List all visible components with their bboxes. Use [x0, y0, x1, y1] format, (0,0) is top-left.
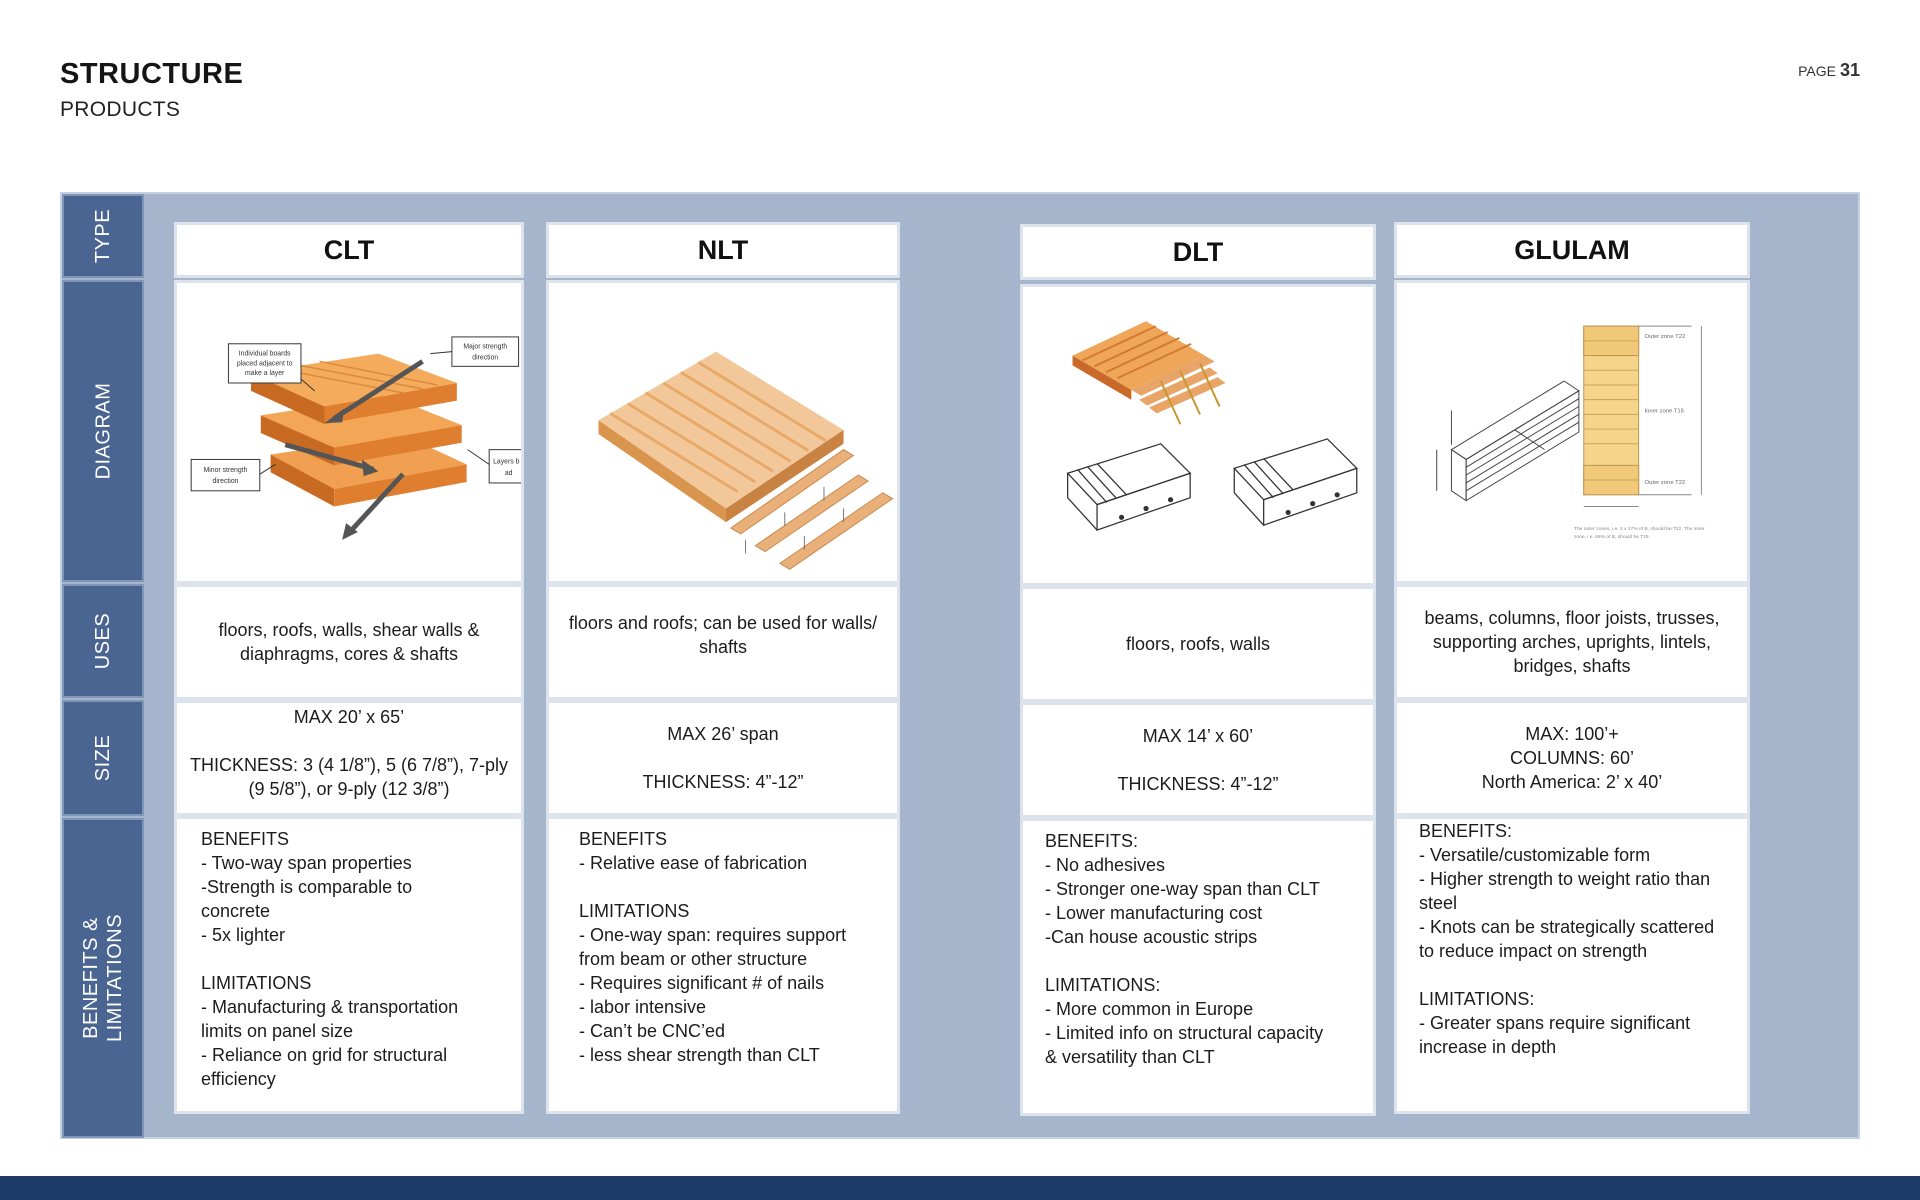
- clt-label-3b: direction: [212, 477, 239, 485]
- row-label-type: [62, 194, 144, 278]
- uses-cell-glulam: [1394, 584, 1750, 700]
- clt-label-4b: ad: [504, 470, 513, 478]
- glulam-label-outer-bottom: Outer zone T22: [1644, 479, 1686, 486]
- benefits-text: BENEFITS: - Versatile/customizable form - Higher strength to weight ratio than steel - Knots can be strategically scattered to reduce impact on strength LIMITATIONS: - Greater spans require significant increase in depth: [1419, 821, 1715, 1057]
- benefits-cell-clt: [174, 816, 524, 1114]
- size-text: MAX 26’ span THICKNESS: 4”-12”: [642, 724, 804, 792]
- glulam-caption-2: zone, i.e. 66% of B, should be T15.: [1573, 534, 1651, 540]
- page-subtitle: PRODUCTS: [60, 98, 181, 121]
- clt-label-4: Layers b: [493, 458, 520, 466]
- glulam-diagram: [1397, 283, 1747, 581]
- clt-label-1: Individual boards: [238, 350, 291, 358]
- dlt-panel: [1073, 321, 1226, 424]
- type-cell-dlt: [1020, 224, 1376, 280]
- benefits-cell-glulam: [1394, 816, 1750, 1114]
- diagram-cell-dlt: [1020, 284, 1376, 586]
- type-cell-clt: [174, 222, 524, 278]
- glulam-beam-sketch: [1437, 381, 1579, 501]
- row-label-uses-text: USES: [92, 612, 114, 670]
- clt-diagram: [177, 283, 521, 581]
- benefits-text: BENEFITS - Two-way span properties -Strength is comparable to concrete - 5x lighter LIMITATIONS - Manufacturing & transportation limits on panel size - Reliance on grid for structural efficiency: [201, 829, 459, 1089]
- uses-cell-dlt: [1020, 586, 1376, 702]
- benefits-text: BENEFITS: - No adhesives - Stronger one-way span than CLT - Lower manufacturing cost -Can house acoustic strips LIMITATIONS: - More common in Europe - Limited info on structural capacity & versatility than CLT: [1045, 831, 1324, 1067]
- footer-bar: [0, 1176, 1920, 1200]
- benefits-cell-dlt: [1020, 818, 1376, 1116]
- size-cell-nlt: [546, 700, 900, 816]
- page-label: PAGE: [1798, 63, 1836, 79]
- row-label-uses: [62, 584, 144, 698]
- nlt-diagram: [549, 283, 897, 581]
- row-label-type-text: TYPE: [92, 208, 114, 264]
- type-name: DLT: [1172, 236, 1224, 267]
- glulam-section: [1584, 326, 1639, 495]
- clt-label-3: Minor strength: [203, 467, 248, 475]
- size-text: MAX 14’ x 60’ THICKNESS: 4”-12”: [1117, 726, 1279, 794]
- benefits-cell-nlt: [546, 816, 900, 1114]
- clt-label-2: Major strength: [463, 343, 508, 351]
- diagram-cell-glulam: [1394, 280, 1750, 584]
- clt-label-1c: make a layer: [245, 370, 285, 378]
- glulam-label-inner: Inner zone T15: [1644, 408, 1684, 415]
- uses-cell-nlt: [546, 584, 900, 700]
- page-number-value: 31: [1839, 60, 1860, 80]
- dlt-sketch-left: [1068, 444, 1191, 530]
- uses-text: floors and roofs; can be used for walls/ shafts: [568, 613, 878, 657]
- diagram-cell-nlt: [546, 280, 900, 584]
- size-text: MAX 20’ x 65’ THICKNESS: 3 (4 1/8”), 5 (6 7/8”), 7-ply (9 5/8”), or 9-ply (12 3/8”): [189, 707, 509, 799]
- row-label-size-text: SIZE: [91, 734, 114, 782]
- uses-text: beams, columns, floor joists, trusses, supporting arches, uprights, lintels, bridges, shafts: [1424, 608, 1720, 676]
- page-number: [1798, 60, 1860, 81]
- row-label-benefits-text: BENEFITS & LIMITATIONS: [80, 913, 127, 1043]
- size-cell-clt: [174, 700, 524, 816]
- row-label-benefits: [62, 818, 144, 1138]
- glulam-label-outer-top: Outer zone T22: [1644, 333, 1686, 340]
- clt-label-2b: direction: [472, 354, 499, 362]
- diagram-cell-clt: [174, 280, 524, 584]
- row-label-size: [62, 700, 144, 816]
- dlt-diagram: [1023, 287, 1373, 583]
- type-cell-nlt: [546, 222, 900, 278]
- size-cell-dlt: [1020, 702, 1376, 818]
- dlt-sketch-right: [1234, 439, 1357, 525]
- type-name: GLULAM: [1514, 234, 1630, 265]
- size-cell-glulam: [1394, 700, 1750, 816]
- uses-text: floors, roofs, walls: [1125, 634, 1271, 654]
- row-label-diagram-text: DIAGRAM: [92, 382, 114, 480]
- row-label-diagram: [62, 280, 144, 582]
- type-cell-glulam: [1394, 222, 1750, 278]
- uses-text: floors, roofs, walls, shear walls & diaphragms, cores & shafts: [218, 620, 480, 664]
- benefits-text: BENEFITS - Relative ease of fabrication LIMITATIONS - One-way span: requires support from beam or other structure - Requires significant # of nails - labor intensive - Can’t be CNC’ed - less shear strength than CLT: [579, 829, 847, 1065]
- clt-label-1b: placed adjacent to: [236, 360, 293, 368]
- uses-cell-clt: [174, 584, 524, 700]
- page-title: STRUCTURE: [60, 58, 244, 90]
- type-name: CLT: [323, 234, 375, 265]
- type-name: NLT: [697, 234, 749, 265]
- glulam-caption: The outer zones, i.e. 2 x 17% of B, should be T22. The inner: [1573, 527, 1705, 533]
- size-text: MAX: 100’+ COLUMNS: 60’ North America: 2’ x 40’: [1481, 724, 1663, 792]
